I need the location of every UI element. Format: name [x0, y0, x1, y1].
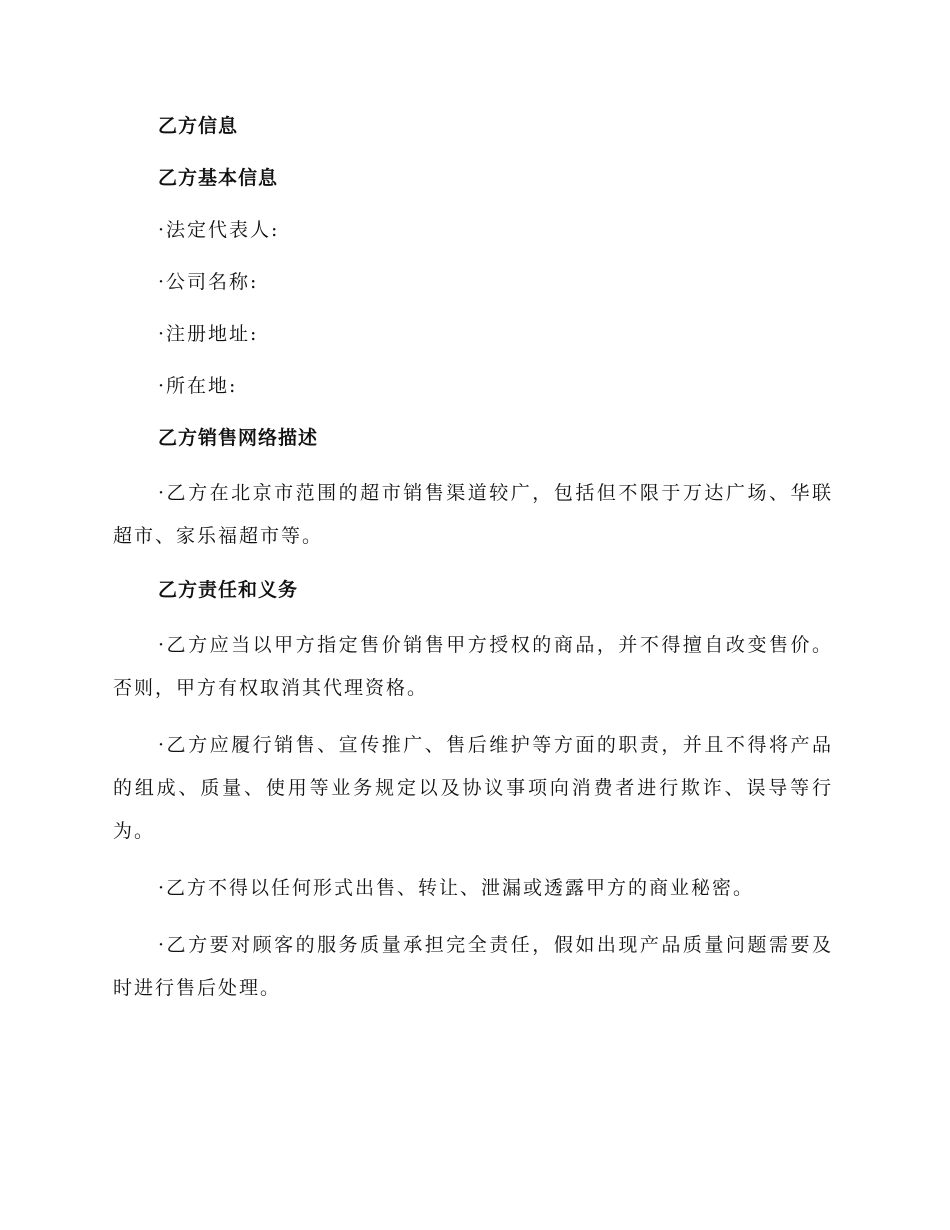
field-legal-representative: ·法定代表人:: [158, 219, 280, 241]
paragraph-responsibility-secrets: ·乙方不得以任何形式出售、转让、泄漏或透露甲方的商业秘密。: [158, 877, 755, 899]
field-company-name: ·公司名称:: [158, 271, 259, 293]
paragraph-responsibility-duties: ·乙方应履行销售、宣传推广、售后维护等方面的职责，并且不得将产品的组成、质量、使用等业务规定以及协议事项向消费者进行欺诈、误导等行为。: [113, 734, 833, 842]
section-heading-basic-info: 乙方基本信息: [158, 167, 279, 189]
paragraph-sales-network: ·乙方在北京市范围的超市销售渠道较广，包括但不限于万达广场、华联超市、家乐福超市等。: [113, 482, 833, 547]
paragraph-responsibility-service: ·乙方要对顾客的服务质量承担完全责任，假如出现产品质量问题需要及时进行售后处理。: [113, 934, 833, 999]
section-heading-party-b-info: 乙方信息: [158, 115, 239, 137]
field-location: ·所在地:: [158, 375, 238, 397]
document-body: [113, 108, 833, 1024]
paragraph-responsibility-pricing: ·乙方应当以甲方指定售价销售甲方授权的商品，并不得擅自改变售价。否则，甲方有权取消其代理资格。: [113, 634, 833, 699]
section-heading-responsibilities: 乙方责任和义务: [158, 579, 299, 601]
field-registered-address: ·注册地址:: [158, 323, 259, 345]
section-heading-sales-network: 乙方销售网络描述: [158, 427, 319, 449]
